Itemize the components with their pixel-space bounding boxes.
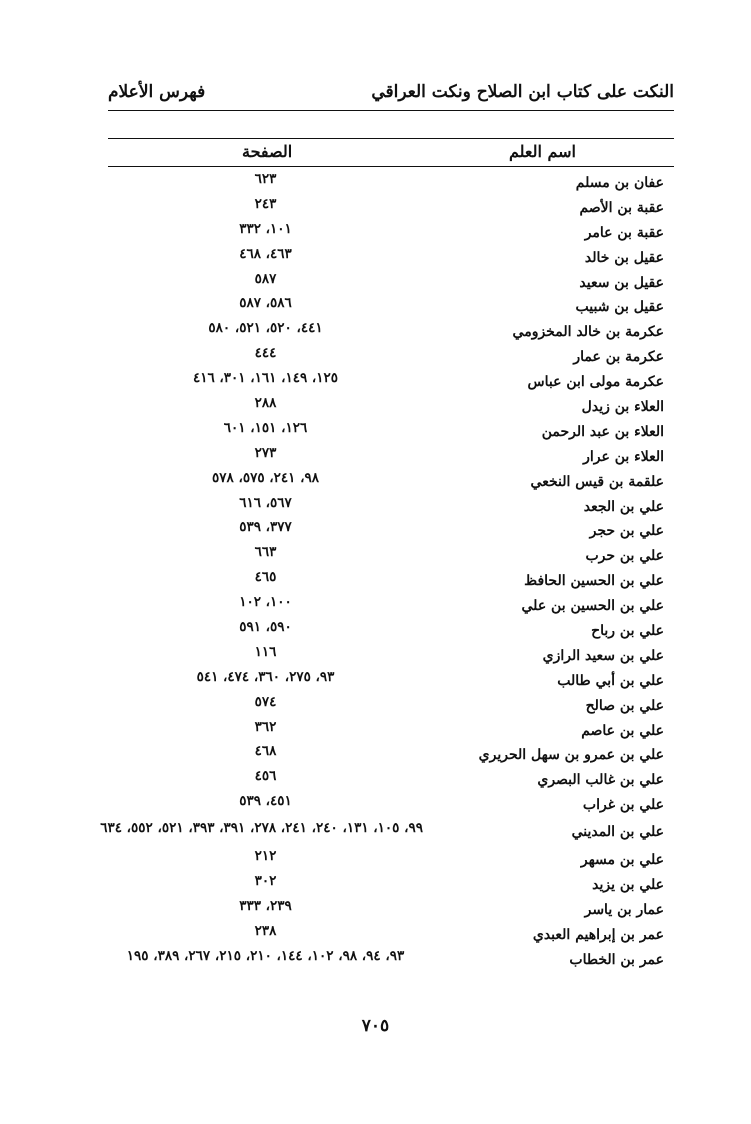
person-name: عفان بن مسلم bbox=[575, 175, 664, 191]
index-row bbox=[108, 316, 674, 341]
person-name: علي بن سعيد الرازي bbox=[542, 647, 664, 664]
index-row bbox=[108, 341, 674, 366]
person-name: عمر بن إبراهيم العبدي bbox=[532, 926, 664, 943]
index-rows bbox=[100, 167, 674, 969]
person-name: عكرمة بن عمار bbox=[573, 349, 664, 366]
index-row bbox=[108, 441, 674, 466]
index-row bbox=[108, 366, 674, 391]
index-row bbox=[100, 814, 674, 844]
person-name: علي بن حجر bbox=[589, 523, 664, 540]
person-name: علي بن رباح bbox=[591, 623, 664, 640]
person-name: علي بن يزيد bbox=[592, 877, 664, 894]
index-row bbox=[108, 894, 674, 919]
page-references: ٩٩، ١٠٥، ١٣١، ٢٤٠، ٢٤١، ٢٧٨، ٣٩١، ٣٩٣، ٥٢١، ٥٥٢، ٦٣٤ bbox=[100, 820, 423, 837]
person-name: عكرمة بن خالد المخزومي bbox=[512, 324, 664, 341]
page-references: ٤٤٤ bbox=[254, 345, 277, 362]
person-name: عمار بن ياسر bbox=[584, 901, 664, 918]
index-row bbox=[108, 167, 674, 192]
page-references: ٢٨٨ bbox=[254, 395, 277, 412]
index-row bbox=[108, 267, 674, 292]
page-references: ٩٣، ٢٧٥، ٣٦٠، ٤٧٤، ٥٤١ bbox=[196, 668, 335, 685]
person-name: علي بن صالح bbox=[585, 697, 664, 714]
index-row bbox=[108, 491, 674, 516]
page-references: ١١٦ bbox=[254, 643, 277, 660]
book-title: النكت على كتاب ابن الصلاح ونكت العراقي bbox=[371, 82, 674, 102]
page-references: ٥٩٠، ٥٩١ bbox=[239, 619, 292, 636]
person-name: علي بن المديني bbox=[571, 824, 664, 841]
person-name: علي بن عمرو بن سهل الحريري bbox=[478, 747, 664, 764]
person-name: علي بن غراب bbox=[582, 797, 664, 814]
person-name: علي بن الجعد bbox=[583, 498, 664, 515]
page-references: ٣٧٧، ٥٣٩ bbox=[239, 519, 292, 536]
index-row bbox=[108, 844, 674, 869]
index-row bbox=[108, 416, 674, 441]
index-row bbox=[108, 764, 674, 789]
page-number: ٧٠٥ bbox=[361, 1016, 390, 1036]
page-references: ١٠١، ٣٣٢ bbox=[239, 220, 292, 237]
index-row bbox=[108, 590, 674, 615]
page-references: ٤٦٨ bbox=[254, 743, 277, 760]
page-references: ١٠٠، ١٠٢ bbox=[239, 594, 292, 611]
index-row bbox=[108, 919, 674, 944]
person-name: العلاء بن عبد الرحمن bbox=[541, 423, 664, 440]
person-name: علي بن مسهر bbox=[580, 852, 664, 869]
page-references: ١٢٥، ١٤٩، ١٦١، ٣٠١، ٤١٦ bbox=[192, 370, 339, 387]
page-references: ٤٥١، ٥٣٩ bbox=[239, 793, 292, 810]
person-name: علي بن عاصم bbox=[581, 722, 664, 739]
person-name: علقمة بن قيس النخعي bbox=[530, 473, 664, 490]
index-row bbox=[108, 739, 674, 764]
index-row bbox=[108, 615, 674, 640]
person-name: عقبة بن عامر bbox=[584, 224, 664, 241]
page-references: ٩٨، ٢٤١، ٥٧٥، ٥٧٨ bbox=[212, 469, 319, 486]
index-row bbox=[108, 217, 674, 242]
page-references: ٢٤٣ bbox=[254, 195, 277, 212]
page-references: ٢١٢ bbox=[254, 848, 277, 865]
page-references: ٥٧٤ bbox=[254, 693, 277, 710]
column-header-page: الصفحة bbox=[242, 142, 293, 161]
page-references: ٩٣، ٩٤، ٩٨، ١٠٢، ١٤٤، ٢١٠، ٢١٥، ٢٦٧، ٣٨٩، ١٩٥ bbox=[126, 947, 405, 964]
person-name: عمر بن الخطاب bbox=[569, 951, 664, 968]
index-row bbox=[108, 540, 674, 565]
person-name: عقيل بن شبيب bbox=[575, 299, 664, 316]
person-name: العلاء بن عرار bbox=[583, 448, 664, 465]
page-references: ٤٦٥ bbox=[254, 569, 277, 586]
page-references: ٤٦٣، ٤٦٨ bbox=[239, 245, 292, 262]
page-references: ٣٠٢ bbox=[254, 873, 277, 890]
index-row bbox=[108, 690, 674, 715]
index-row bbox=[108, 944, 674, 969]
table-header bbox=[108, 138, 674, 167]
page-references: ٥٦٧، ٦١٦ bbox=[239, 494, 292, 511]
index-row bbox=[108, 640, 674, 665]
person-name: عقيل بن سعيد bbox=[579, 274, 664, 291]
page-references: ٦٢٣ bbox=[254, 171, 277, 187]
person-name: عكرمة مولى ابن عباس bbox=[527, 374, 664, 391]
section-title: فهرس الأعلام bbox=[108, 82, 206, 102]
person-name: علي بن أبي طالب bbox=[557, 672, 664, 689]
page-references: ٤٥٦ bbox=[254, 768, 277, 785]
index-row bbox=[108, 565, 674, 590]
index-row bbox=[108, 869, 674, 894]
page-references: ٢٣٩، ٣٣٣ bbox=[239, 897, 292, 914]
page-references: ٥٨٦، ٥٨٧ bbox=[239, 295, 292, 312]
person-name: علي بن الحسين الحافظ bbox=[524, 573, 664, 590]
person-name: عقبة بن الأصم bbox=[579, 199, 664, 216]
running-header bbox=[108, 74, 674, 111]
page-references: ٢٣٨ bbox=[254, 922, 277, 939]
person-name: علي بن غالب البصري bbox=[537, 772, 664, 789]
person-name: علي بن حرب bbox=[585, 548, 664, 565]
page-references: ٥٨٧ bbox=[254, 270, 277, 287]
index-row bbox=[108, 192, 674, 217]
index-row bbox=[108, 242, 674, 267]
index-row bbox=[108, 715, 674, 740]
index-row bbox=[108, 789, 674, 814]
page-references: ٢٧٣ bbox=[254, 444, 277, 461]
index-row bbox=[108, 391, 674, 416]
column-header-name: اسم العلم bbox=[508, 142, 576, 161]
page-references: ١٢٦، ١٥١، ٦٠١ bbox=[223, 419, 308, 436]
index-row bbox=[108, 665, 674, 690]
names-index-table bbox=[100, 138, 674, 969]
person-name: عقيل بن خالد bbox=[584, 249, 664, 266]
person-name: العلاء بن زيدل bbox=[581, 399, 664, 416]
index-row bbox=[108, 515, 674, 540]
index-row bbox=[108, 291, 674, 316]
page-references: ٣٦٢ bbox=[254, 718, 277, 735]
page-references: ٦٦٣ bbox=[254, 544, 277, 561]
index-row bbox=[108, 466, 674, 491]
page-references: ٤٤١، ٥٢٠، ٥٢١، ٥٨٠ bbox=[208, 320, 323, 337]
person-name: علي بن الحسين بن علي bbox=[521, 598, 664, 615]
